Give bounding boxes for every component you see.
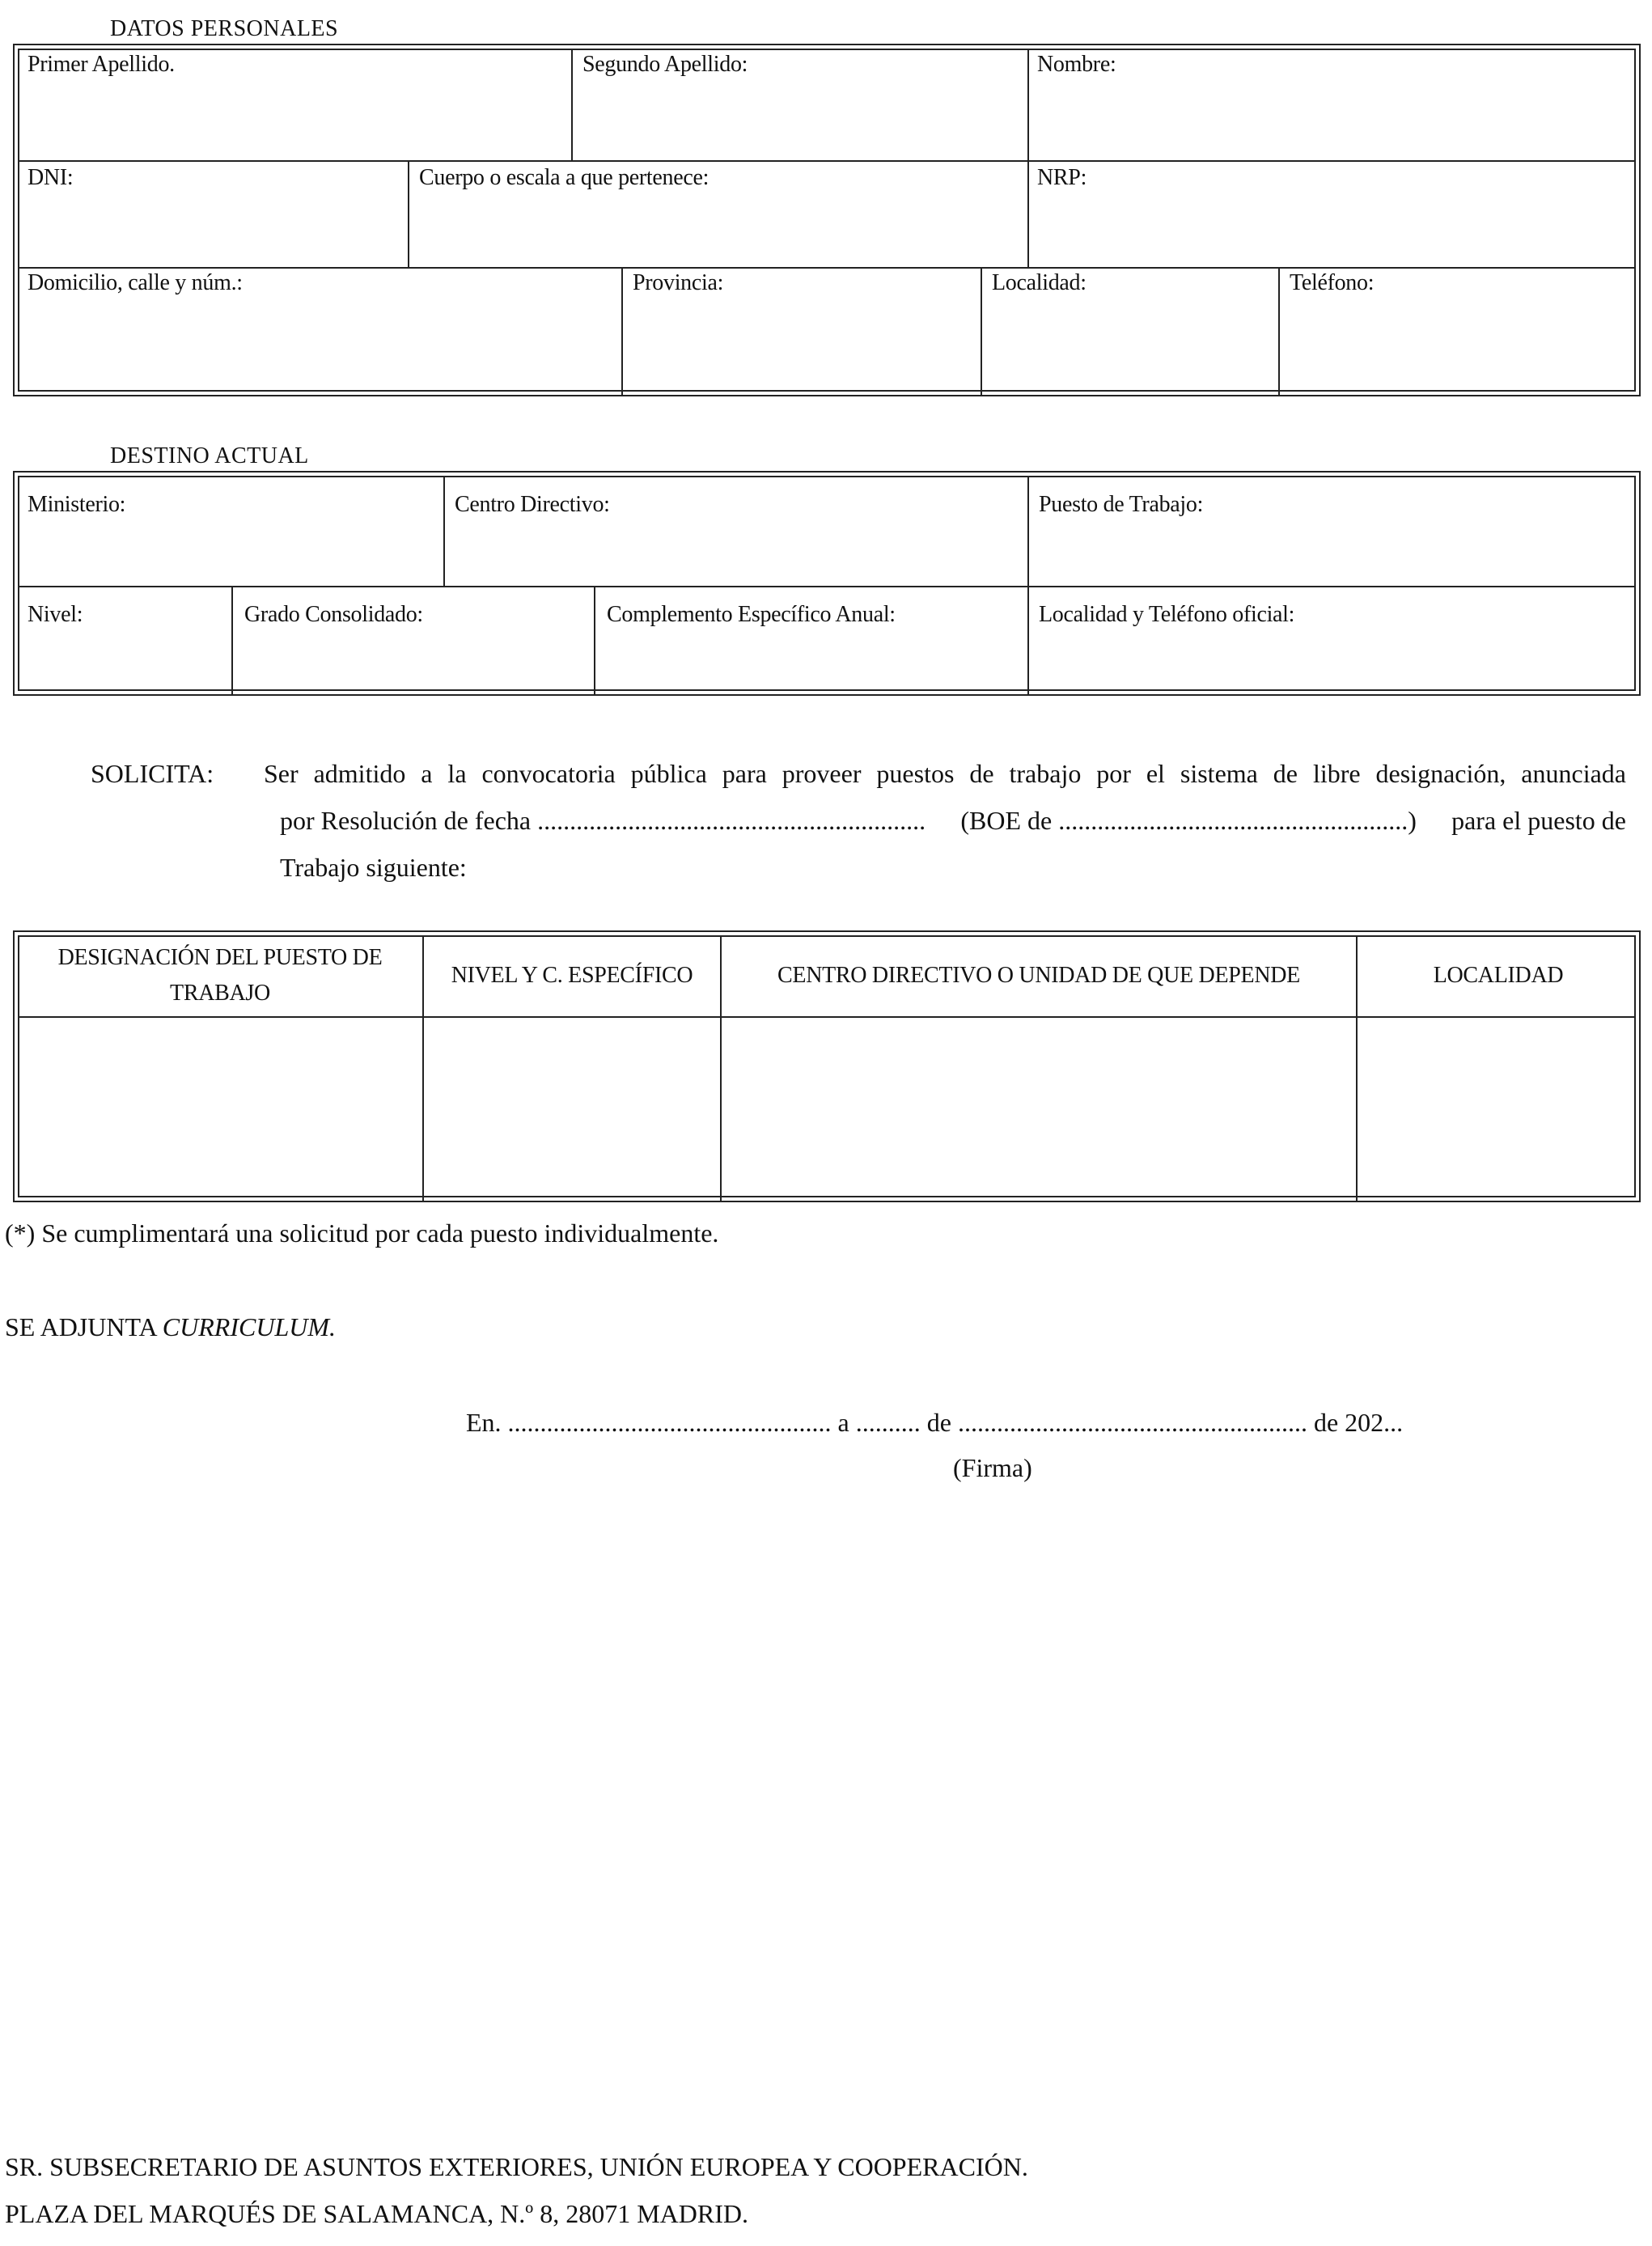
localidad-telefono-oficial-field[interactable]: Localidad y Teléfono oficial: xyxy=(1039,602,1295,627)
cuerpo-escala-field[interactable]: Cuerpo o escala a que pertenece: xyxy=(419,165,710,190)
addressee-line-1: SR. SUBSECRETARIO DE ASUNTOS EXTERIORES, UNIÓN EUROPEA Y COOPERACIÓN. xyxy=(5,2152,1028,2181)
localidad-field[interactable]: Localidad: xyxy=(992,270,1087,295)
header-localidad: LOCALIDAD xyxy=(1433,963,1564,988)
puesto-table xyxy=(13,930,1641,1202)
datos-personales-form xyxy=(13,44,1641,396)
nrp-field[interactable]: NRP: xyxy=(1037,165,1087,190)
grado-consolidado-field[interactable]: Grado Consolidado: xyxy=(244,602,423,627)
resolucion-fecha-blank[interactable]: por Resolución de fecha ............................................................ xyxy=(280,806,926,835)
dni-field[interactable]: DNI: xyxy=(28,165,74,190)
provincia-field[interactable]: Provincia: xyxy=(633,270,724,295)
se-adjunta-line xyxy=(5,1312,336,1342)
destino-actual-title: DESTINO ACTUAL xyxy=(110,443,309,468)
solicita-line-2-end: para el puesto de xyxy=(1451,806,1626,835)
nombre-field[interactable]: Nombre: xyxy=(1037,52,1116,77)
nivel-especifico-cell[interactable] xyxy=(424,1018,718,1201)
primer-apellido-field[interactable]: Primer Apellido. xyxy=(28,52,175,77)
centro-directivo-field[interactable]: Centro Directivo: xyxy=(455,492,610,517)
segundo-apellido-field[interactable]: Segundo Apellido: xyxy=(582,52,748,77)
solicita-label: SOLICITA: xyxy=(91,759,214,788)
curriculum-text: CURRICULUM. xyxy=(162,1312,337,1341)
solicita-line-1: Ser admitido a la convocatoria pública para proveer puestos de trabajo por el sistema de libre designación, anunciada xyxy=(264,759,1626,788)
firma-label: (Firma) xyxy=(953,1453,1032,1482)
domicilio-field[interactable]: Domicilio, calle y núm.: xyxy=(28,270,243,295)
telefono-field[interactable]: Teléfono: xyxy=(1290,270,1375,295)
se-adjunta-text: SE ADJUNTA xyxy=(5,1312,156,1341)
datos-personales-title: DATOS PERSONALES xyxy=(110,16,339,41)
nivel-field[interactable]: Nivel: xyxy=(28,602,83,627)
complemento-especifico-field[interactable]: Complemento Específico Anual: xyxy=(607,602,896,627)
destino-actual-form xyxy=(13,471,1641,696)
header-nivel-especifico: NIVEL Y C. ESPECÍFICO xyxy=(451,963,693,988)
footnote: (*) Se cumplimentará una solicitud por cada puesto individualmente. xyxy=(5,1218,719,1248)
designacion-cell[interactable] xyxy=(19,1018,421,1201)
solicita-line-2 xyxy=(280,806,1626,836)
solicita-line-3: Trabajo siguiente: xyxy=(280,853,467,882)
boe-fecha-blank[interactable]: (BOE de ......................................................) xyxy=(960,806,1417,835)
localidad-cell[interactable] xyxy=(1358,1018,1637,1201)
ministerio-field[interactable]: Ministerio: xyxy=(28,492,126,517)
addressee-line-2: PLAZA DEL MARQUÉS DE SALAMANCA, N.º 8, 28071 MADRID. xyxy=(5,2199,748,2228)
lugar-fecha-line[interactable]: En. .................................................. a .......... de ...................................................... de 202... xyxy=(466,1408,1404,1437)
centro-directivo-cell[interactable] xyxy=(722,1018,1354,1201)
puesto-trabajo-field[interactable]: Puesto de Trabajo: xyxy=(1039,492,1204,517)
header-centro-directivo: CENTRO DIRECTIVO O UNIDAD DE QUE DEPENDE xyxy=(777,963,1300,988)
header-designacion: DESIGNACIÓN DEL PUESTO DE TRABAJO xyxy=(57,945,383,1006)
